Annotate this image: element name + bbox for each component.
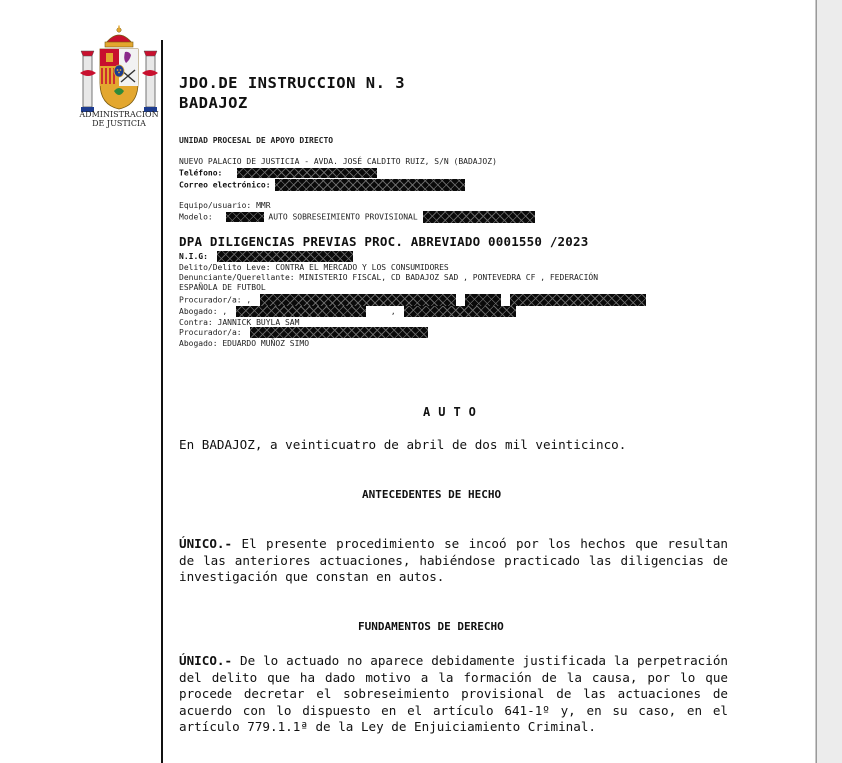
abogado1-label: Abogado: , [179,307,228,316]
antecedentes-text: El presente procedimiento se incoó por los hechos que resultan de las anteriores actuaciones, habiéndose practicado las diligencias de investigación que constan en autos. [179,536,728,584]
fundamentos-label: ÚNICO.- [179,653,233,668]
phone-row [179,168,377,179]
redacted-modelo-code [226,212,264,222]
denunciante-line2: ESPAÑOLA DE FUTBOL [179,283,266,292]
antecedentes-heading: ANTECEDENTES DE HECHO [362,488,502,501]
address-line: NUEVO PALACIO DE JUSTICIA - AVDA. JOSÉ CALDITO RUIZ, S/N (BADAJOZ) [179,157,497,166]
antecedentes-label: ÚNICO.- [179,536,233,551]
redacted-nig [217,251,353,262]
modelo-row [179,211,535,223]
redacted-procurador1-c [510,294,646,306]
court-city: BADAJOZ [179,94,248,112]
equipo-row [179,201,271,211]
crest-caption-line2: DE JUSTICIA [92,119,146,128]
redacted-procurador2 [250,327,428,338]
crest-caption-line1: ADMINISTRACION [79,110,159,119]
document-type-title: AUTO [423,405,484,419]
antecedentes-paragraph [179,536,728,586]
abogado2-line: Abogado: EDUARDO MUÑOZ SIMO [179,339,310,348]
procedure-number: DPA DILIGENCIAS PREVIAS PROC. ABREVIADO 0001550 /2023 [179,234,589,249]
unit-name: UNIDAD PROCESAL DE APOYO DIRECTO [179,136,334,145]
coat-of-arms-logo [78,25,160,115]
procurador2-label: Procurador/a: [179,328,242,337]
viewer-right-margin [815,0,842,763]
modelo-value: AUTO SOBRESEIMIENTO PROVISIONAL [268,212,418,222]
redacted-procurador1-a [260,294,456,306]
redacted-phone [237,168,377,178]
nig-row [179,251,353,262]
delito-line: Delito/Delito Leve: CONTRA EL MERCADO Y LOS CONSUMIDORES [179,263,449,272]
redacted-procurador1-b [465,294,501,306]
equipo-label: Equipo/usuario: [179,201,252,210]
phone-label: Teléfono: [179,168,223,178]
date-line: En BADAJOZ, a veinticuatro de abril de dos mil veinticinco. [179,437,627,452]
redacted-modelo-id [423,211,535,223]
procurador1-row [179,294,646,306]
redacted-email [275,179,465,191]
margin-rule [161,40,163,763]
email-label: Correo electrónico: [179,180,271,190]
contra-line: Contra: JANNICK BUYLA SAM [179,318,300,327]
nig-label: N.I.G: [179,252,208,261]
redacted-abogado1-a [236,306,366,317]
fundamentos-paragraph [179,653,728,736]
fundamentos-heading: FUNDAMENTOS DE DERECHO [358,620,504,633]
procurador1-label: Procurador/a: , [179,295,252,305]
court-name: JDO.DE INSTRUCCION N. 3 [179,74,406,92]
redacted-abogado1-b [404,306,516,317]
equipo-value: MMR [256,201,271,210]
procurador2-row [179,327,428,338]
email-row [179,179,465,191]
court-header [179,73,405,113]
abogado1-row: Abogado: , , [179,306,516,317]
modelo-label: Modelo: [179,212,213,222]
denunciante-line1: Denunciante/Querellante: MINISTERIO FISCAL, CD BADAJOZ SAD , PONTEVEDRA CF , FEDERACIÓN [179,273,599,282]
fundamentos-text: De lo actuado no aparece debidamente justificada la perpetración del delito que ha dado motivo a la formación de la causa, por lo que procede decretar el sobreseimiento provisional de las actuaciones de acuerdo con lo dispuesto en el artículo 641-1º y, en su caso, en el artículo 779.1.1ª de la Ley de Enjuiciamiento Criminal. [179,653,728,734]
crest-caption [74,110,164,128]
